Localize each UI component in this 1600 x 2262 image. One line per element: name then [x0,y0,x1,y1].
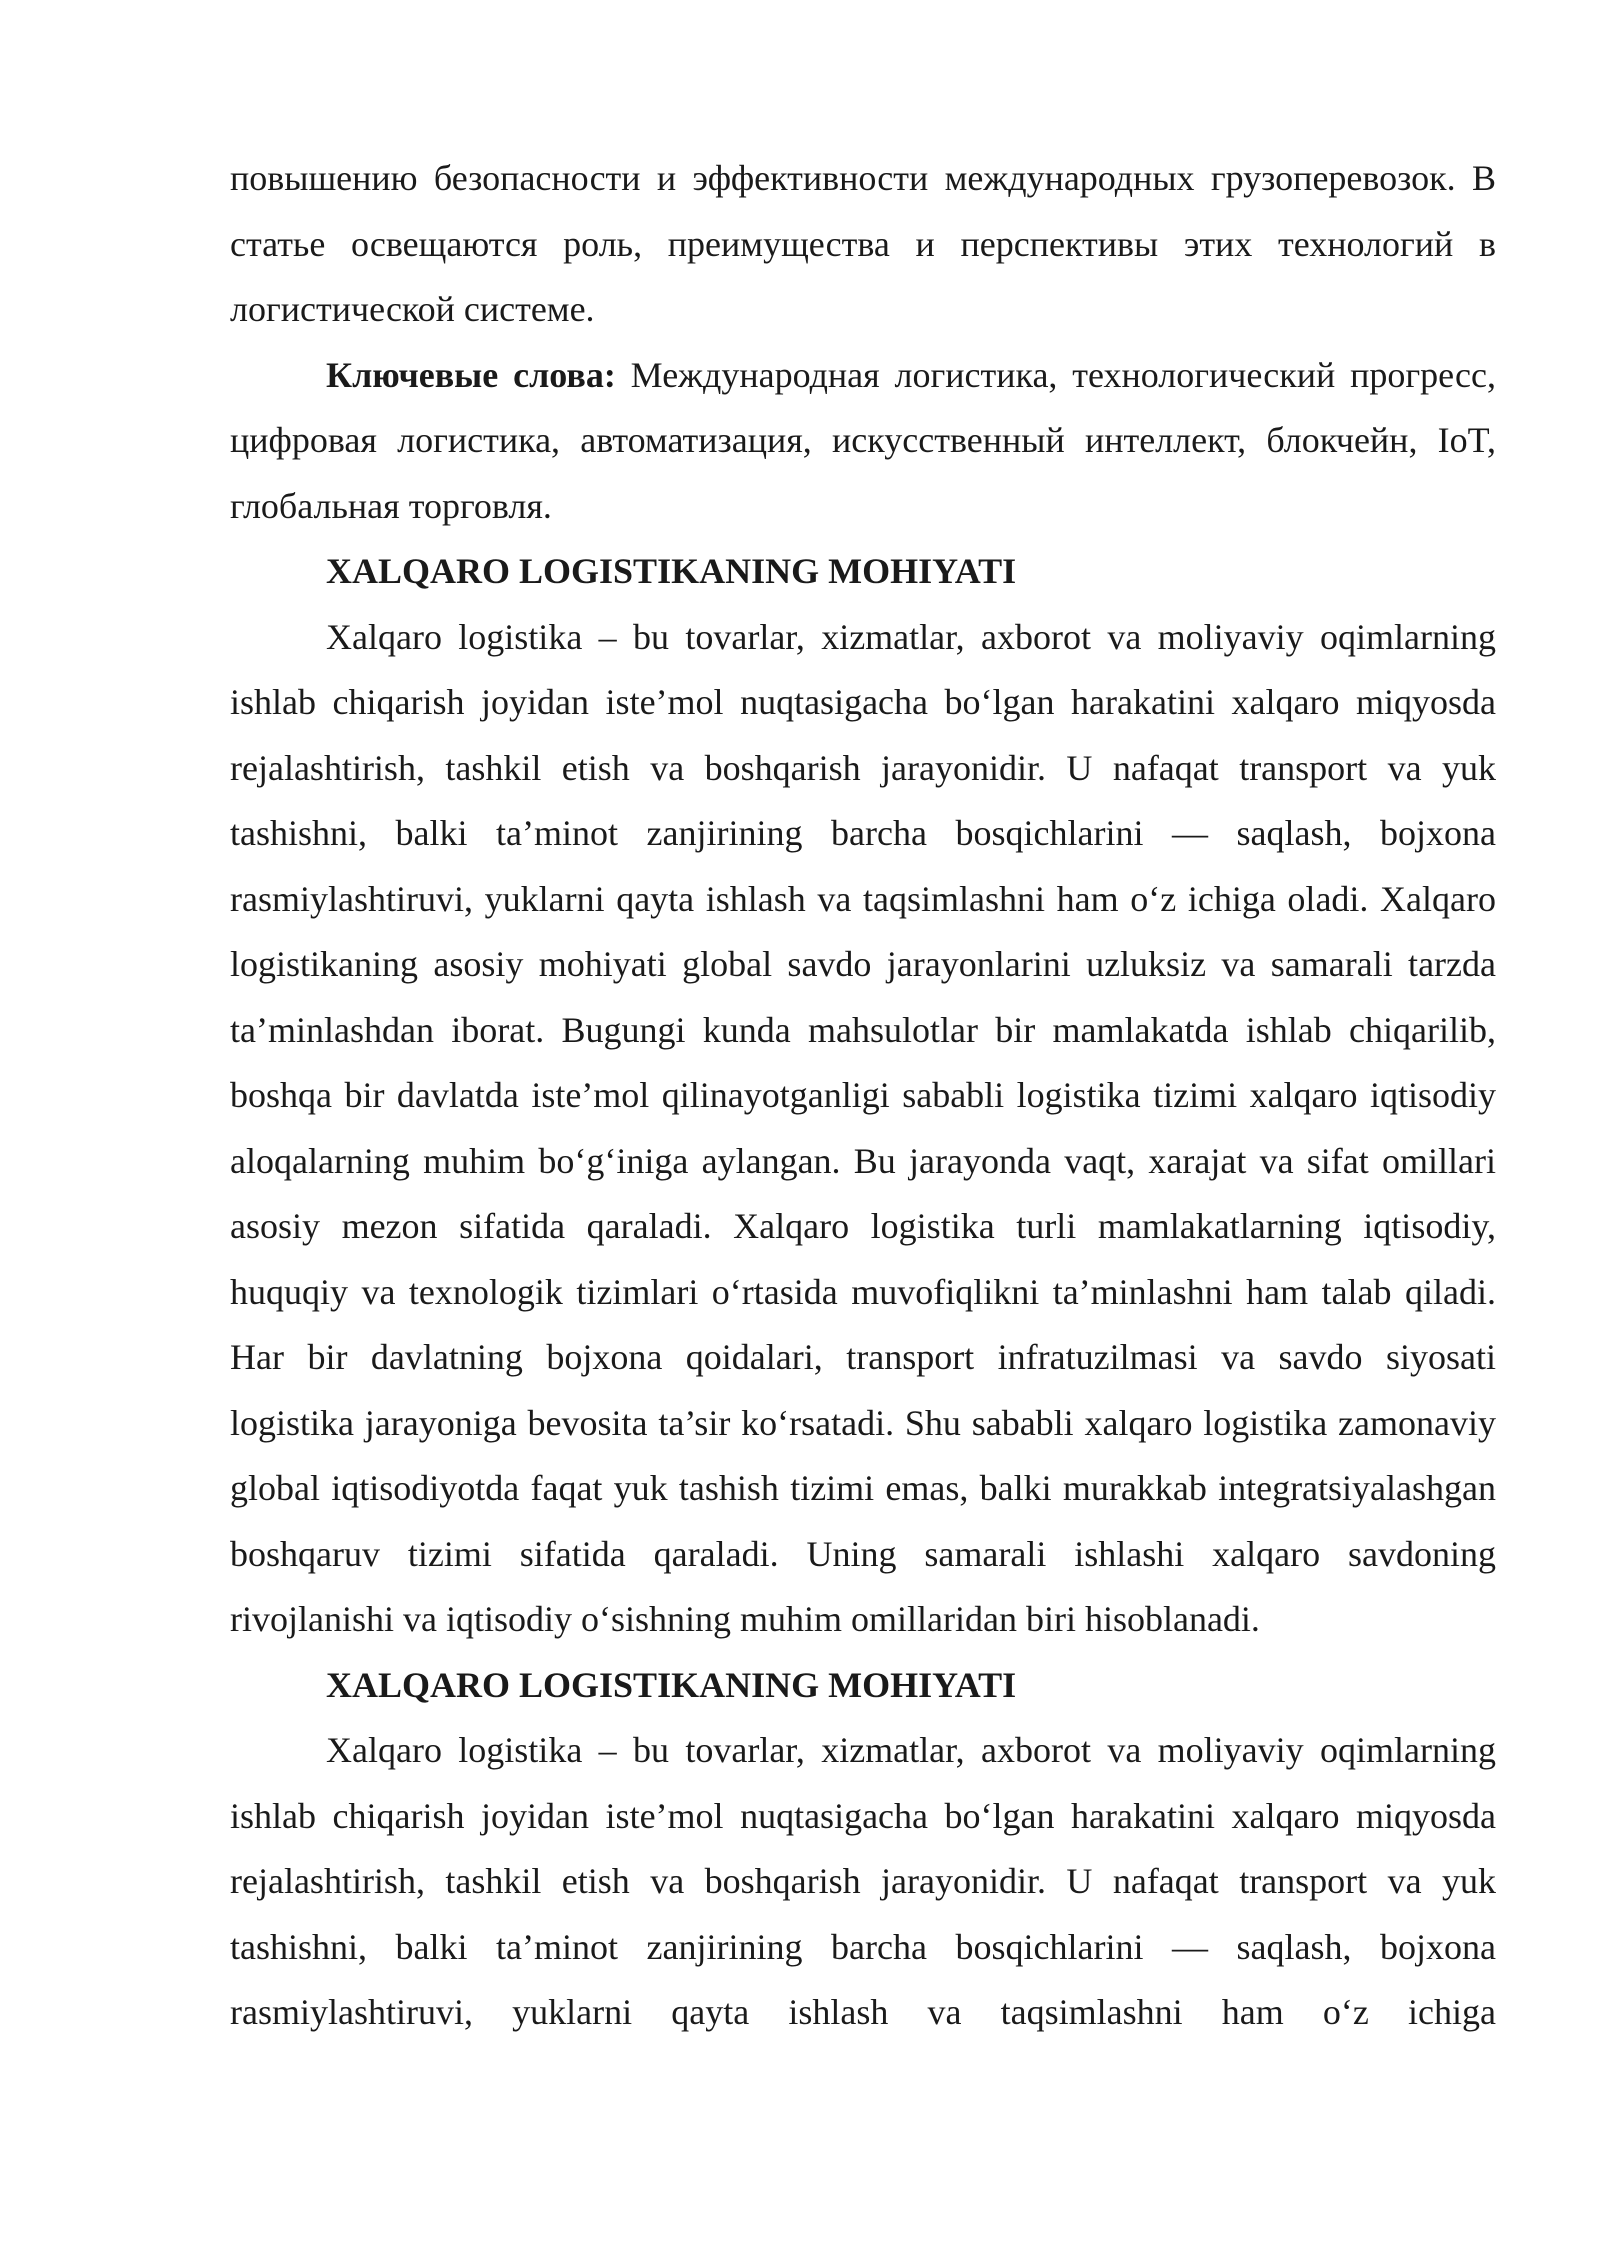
intro-paragraph: повышению безопасности и эффективности международных грузоперевозок. В статье освещаются роль, преимущества и перспективы этих технологий в логистической системе. [230,158,1496,329]
section-heading-repeat: XALQARO LOGISTIKANING MOHIYATI [326,1664,1017,1705]
page-content [230,146,1496,2046]
keywords-text: Международная логистика, технологический прогресс, цифровая логистика, автоматизация, искусственный интеллект, блокчейн, IoT, глобальная торговля. [230,354,1496,526]
section-heading: XALQARO LOGISTIKANING MOHIYATI [326,551,1017,591]
keywords-label: Ключевые слова: [326,354,616,395]
section-body-paragraph: Xalqaro logistika – bu tovarlar, xizmatlar, axborot va moliyaviy oqimlarning ishlab chiqarish joyidan iste’mol nuqtasigacha bo‘lgan harakatini xalqaro miqyosda rejalashtirish, tashkil etish va boshqarish jarayonidir. U nafaqat transport va yuk tashishni, balki ta’minot zanjirining barcha bosqichlarini — saqlash, bojxona rasmiylashtiruvi, yuklarni qayta ishlash va taqsimlashni ham o‘z ichiga oladi. Xalqaro logistikaning asosiy mohiyati global savdo jarayonlarini uzluksiz va samarali tarzda ta’minlashdan iborat. Bugungi kunda mahsulotlar bir mamlakatda ishlab chiqarilib, boshqa bir davlatda iste’mol qilinayotganligi sababli logistika tizimi xalqaro iqtisodiy aloqalarning muhim bo‘g‘iniga aylangan. Bu jarayonda vaqt, xarajat va sifat omillari asosiy mezon sifatida qaraladi. Xalqaro logistika turli mamlakatlarning iqtisodiy, huquqiy va texnologik tizimlari o‘rtasida muvofiqlikni ta’minlashni ham talab qiladi. Har bir davlatning bojxona qoidalari, transport infratuzilmasi va savdo siyosati logistika jarayoniga bevosita ta’sir ko‘rsatadi. Shu sababli xalqaro logistika zamonaviy global iqtisodiyotda faqat yuk tashish tizimi emas, balki murakkab integratsiyalashgan boshqaruv tizimi sifatida qaraladi. Uning samarali ishlashi xalqaro savdoning rivojlanishi va iqtisodiy o‘sishning muhim omillaridan biri hisoblanadi. [230,616,1496,1639]
keywords-paragraph [230,343,1496,540]
section-body-paragraph-repeat: Xalqaro logistika – bu tovarlar, xizmatlar, axborot va moliyaviy oqimlarning ishlab chiqarish joyidan iste’mol nuqtasigacha bo‘lgan harakatini xalqaro miqyosda rejalashtirish, tashkil etish va boshqarish jarayonidir. U nafaqat transport va yuk tashishni, balki ta’minot zanjirining barcha bosqichlarini — saqlash, bojxona rasmiylashtiruvi, yuklarni qayta ishlash va taqsimlashni ham o‘z ichiga [230,1730,1496,2032]
